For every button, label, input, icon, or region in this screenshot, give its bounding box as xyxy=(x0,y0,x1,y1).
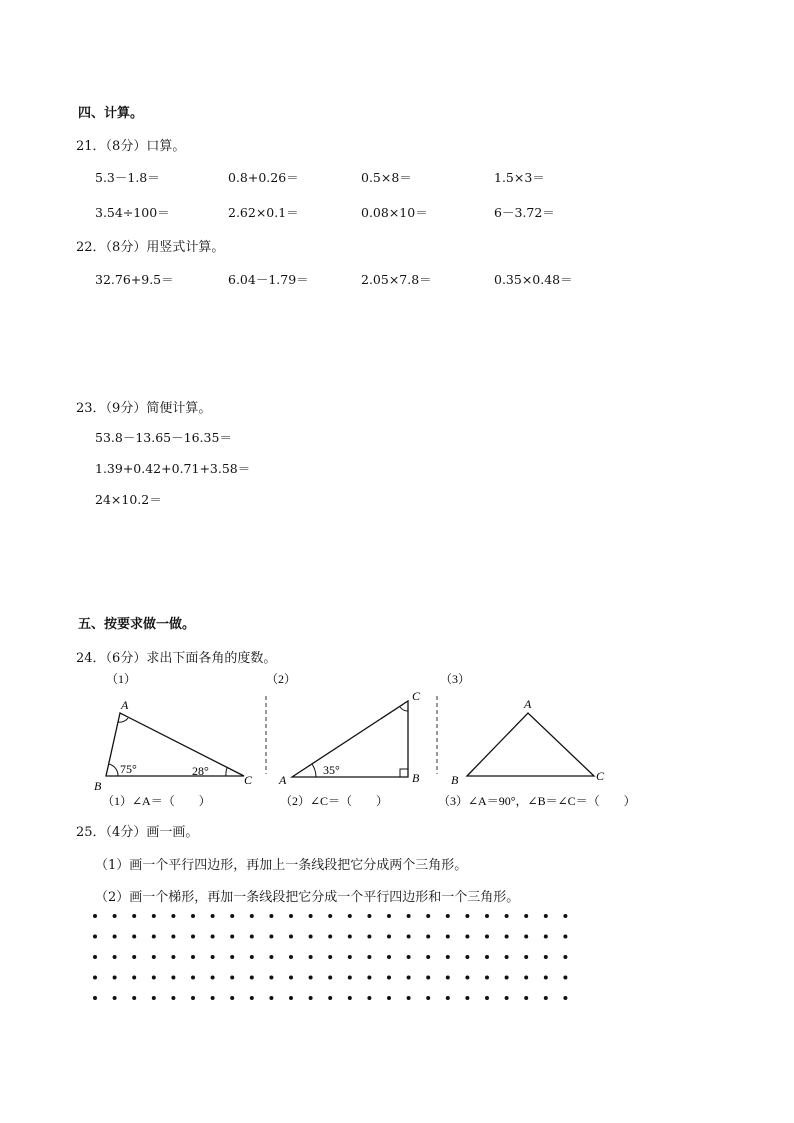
grid-dot xyxy=(563,955,567,959)
grid-dot xyxy=(132,976,136,980)
grid-dot xyxy=(309,935,313,939)
vertex-a1: A xyxy=(121,698,129,712)
q24-answer-2: （2）∠C＝（ ） xyxy=(280,794,389,808)
grid-dot xyxy=(171,914,175,918)
grid-dot xyxy=(191,976,195,980)
grid-dot xyxy=(505,914,509,918)
grid-dot xyxy=(407,914,411,918)
q24-title: 24．（6分）求出下面各角的度数。 xyxy=(76,651,277,666)
vertex-a2: A xyxy=(279,773,287,787)
grid-dot xyxy=(309,955,313,959)
grid-dot xyxy=(191,935,195,939)
grid-dot xyxy=(544,935,548,939)
grid-dot xyxy=(367,914,371,918)
triangle-3 xyxy=(467,713,594,776)
grid-dot xyxy=(524,976,528,980)
grid-dot xyxy=(152,996,156,1000)
grid-dot xyxy=(269,976,273,980)
grid-dot xyxy=(407,976,411,980)
grid-dot xyxy=(230,914,234,918)
grid-dot xyxy=(113,955,117,959)
grid-dot xyxy=(211,935,215,939)
angle-label-a2: 35° xyxy=(323,763,340,777)
grid-dot xyxy=(348,955,352,959)
grid-dot xyxy=(328,955,332,959)
grid-dot xyxy=(309,996,313,1000)
grid-dot xyxy=(93,914,97,918)
grid-dot xyxy=(563,935,567,939)
section-4-title: 四、计算。 xyxy=(78,106,144,121)
grid-dot xyxy=(465,976,469,980)
fig-label-1: （1） xyxy=(106,672,137,686)
q23-title: 23．（9分）简便计算。 xyxy=(76,401,212,416)
grid-dot xyxy=(367,955,371,959)
grid-dot xyxy=(426,935,430,939)
right-angle-mark xyxy=(400,769,408,777)
angle-label-b1: 75° xyxy=(120,762,137,776)
grid-dot xyxy=(269,914,273,918)
grid-dot xyxy=(407,955,411,959)
q23-expr: 24×10.2＝ xyxy=(95,492,162,507)
grid-dot xyxy=(250,914,254,918)
vertex-a3: A xyxy=(524,697,532,711)
q21-expr: 5.3－1.8＝ xyxy=(95,170,160,185)
grid-dot xyxy=(191,914,195,918)
grid-dot xyxy=(426,955,430,959)
grid-dot xyxy=(446,976,450,980)
grid-dot xyxy=(465,955,469,959)
grid-dot xyxy=(113,935,117,939)
grid-dot xyxy=(485,976,489,980)
grid-dot xyxy=(132,914,136,918)
grid-dot xyxy=(230,996,234,1000)
grid-dot xyxy=(230,955,234,959)
angle-arc-c2 xyxy=(400,707,408,711)
grid-dot xyxy=(348,914,352,918)
angle-arc-b1 xyxy=(109,764,118,776)
grid-dot xyxy=(426,996,430,1000)
grid-dot xyxy=(328,935,332,939)
grid-dot xyxy=(446,996,450,1000)
triangle-2 xyxy=(292,701,408,777)
grid-dot xyxy=(407,996,411,1000)
grid-dot xyxy=(563,914,567,918)
grid-dot xyxy=(367,935,371,939)
grid-dot xyxy=(544,914,548,918)
grid-dot xyxy=(93,935,97,939)
grid-dot xyxy=(505,976,509,980)
grid-dot xyxy=(367,976,371,980)
grid-dot xyxy=(171,976,175,980)
grid-dot xyxy=(544,955,548,959)
angle-label-c1: 28° xyxy=(192,764,209,778)
grid-dot xyxy=(171,996,175,1000)
grid-dot xyxy=(289,914,293,918)
grid-dot xyxy=(348,935,352,939)
q21-expr: 0.5×8＝ xyxy=(361,170,412,185)
vertex-c1: C xyxy=(244,773,253,787)
grid-dot xyxy=(269,935,273,939)
grid-dot xyxy=(524,955,528,959)
grid-dot xyxy=(387,996,391,1000)
grid-dot xyxy=(407,935,411,939)
q22-expr: 2.05×7.8＝ xyxy=(361,272,432,287)
q25-item-2: （2）画一个梯形，再加一条线段把它分成一个平行四边形和一个三角形。 xyxy=(95,890,520,905)
grid-dot xyxy=(250,955,254,959)
grid-dot xyxy=(426,914,430,918)
q22-expr: 32.76+9.5＝ xyxy=(95,272,174,287)
grid-dot xyxy=(328,914,332,918)
q24-answer-1: （1）∠A＝（ ） xyxy=(102,794,211,808)
grid-dot xyxy=(524,914,528,918)
grid-dot xyxy=(250,996,254,1000)
grid-dot xyxy=(505,996,509,1000)
fig-label-3: （3） xyxy=(440,672,471,686)
dot-grid xyxy=(90,910,576,1006)
grid-dot xyxy=(387,976,391,980)
grid-dot xyxy=(152,955,156,959)
grid-dot xyxy=(309,976,313,980)
angle-arc-a2 xyxy=(312,764,316,777)
grid-dot xyxy=(132,935,136,939)
grid-dot xyxy=(309,914,313,918)
fig-label-2: （2） xyxy=(266,672,297,686)
grid-dot xyxy=(152,976,156,980)
grid-dot xyxy=(465,996,469,1000)
grid-dot xyxy=(289,955,293,959)
grid-dot xyxy=(113,996,117,1000)
vertex-b1: B xyxy=(94,779,102,793)
grid-dot xyxy=(387,955,391,959)
grid-dot xyxy=(269,955,273,959)
grid-dot xyxy=(132,955,136,959)
grid-dot xyxy=(446,935,450,939)
vertex-b2: B xyxy=(412,771,420,785)
grid-dot xyxy=(113,976,117,980)
q21-expr: 6－3.72＝ xyxy=(494,205,555,220)
q24-answer-3: （3）∠A＝90°，∠B＝∠C＝（ ） xyxy=(438,794,636,808)
angle-arc-c1 xyxy=(226,768,227,776)
grid-dot xyxy=(465,914,469,918)
q21-expr: 0.08×10＝ xyxy=(361,205,428,220)
q22-expr: 0.35×0.48＝ xyxy=(494,272,573,287)
grid-dot xyxy=(348,996,352,1000)
grid-dot xyxy=(505,955,509,959)
grid-dot xyxy=(485,914,489,918)
q21-title: 21．（8分）口算。 xyxy=(76,139,186,154)
grid-dot xyxy=(348,976,352,980)
grid-dot xyxy=(367,996,371,1000)
grid-dot xyxy=(524,996,528,1000)
grid-dot xyxy=(563,996,567,1000)
q25-title: 25．（4分）画一画。 xyxy=(76,825,199,840)
grid-dot xyxy=(191,996,195,1000)
grid-dot xyxy=(269,996,273,1000)
grid-dot xyxy=(426,976,430,980)
q21-expr: 3.54÷100＝ xyxy=(95,205,170,220)
q25-item-1: （1）画一个平行四边形，再加上一条线段把它分成两个三角形。 xyxy=(95,858,468,873)
grid-dot xyxy=(485,996,489,1000)
grid-dot xyxy=(328,976,332,980)
grid-dot xyxy=(485,955,489,959)
grid-dot xyxy=(544,996,548,1000)
grid-dot xyxy=(211,996,215,1000)
q22-title: 22．（8分）用竖式计算。 xyxy=(76,240,225,255)
grid-dot xyxy=(563,976,567,980)
grid-dot xyxy=(93,955,97,959)
grid-dot xyxy=(152,914,156,918)
grid-dot xyxy=(485,935,489,939)
grid-dot xyxy=(250,935,254,939)
grid-dot xyxy=(446,955,450,959)
grid-dot xyxy=(544,976,548,980)
q23-expr: 1.39+0.42+0.71+3.58＝ xyxy=(95,461,251,476)
grid-dot xyxy=(524,935,528,939)
vertex-c2: C xyxy=(412,689,421,703)
vertex-b3: B xyxy=(451,773,459,787)
grid-dot xyxy=(191,955,195,959)
grid-dot xyxy=(171,955,175,959)
q21-expr: 1.5×3＝ xyxy=(494,170,545,185)
grid-dot xyxy=(171,935,175,939)
grid-dot xyxy=(387,935,391,939)
q21-expr: 0.8+0.26＝ xyxy=(228,170,299,185)
q21-expr: 2.62×0.1＝ xyxy=(228,205,299,220)
grid-dot xyxy=(93,996,97,1000)
q24-figures xyxy=(80,668,670,810)
grid-dot xyxy=(289,976,293,980)
vertex-c3: C xyxy=(596,769,605,783)
grid-dot xyxy=(387,914,391,918)
grid-dot xyxy=(289,996,293,1000)
grid-dot xyxy=(211,955,215,959)
grid-dot xyxy=(93,976,97,980)
grid-dot xyxy=(230,976,234,980)
grid-dot xyxy=(230,935,234,939)
q23-expr: 53.8－13.65－16.35＝ xyxy=(95,430,232,445)
grid-dot xyxy=(505,935,509,939)
grid-dot xyxy=(211,976,215,980)
grid-dot xyxy=(152,935,156,939)
grid-dot xyxy=(113,914,117,918)
grid-dot xyxy=(328,996,332,1000)
grid-dot xyxy=(446,914,450,918)
grid-dot xyxy=(465,935,469,939)
q22-expr: 6.04－1.79＝ xyxy=(228,272,309,287)
grid-dot xyxy=(211,914,215,918)
grid-dot xyxy=(132,996,136,1000)
grid-dot xyxy=(289,935,293,939)
grid-dot xyxy=(250,976,254,980)
section-5-title: 五、按要求做一做。 xyxy=(78,617,196,632)
angle-arc-a1 xyxy=(118,718,128,722)
